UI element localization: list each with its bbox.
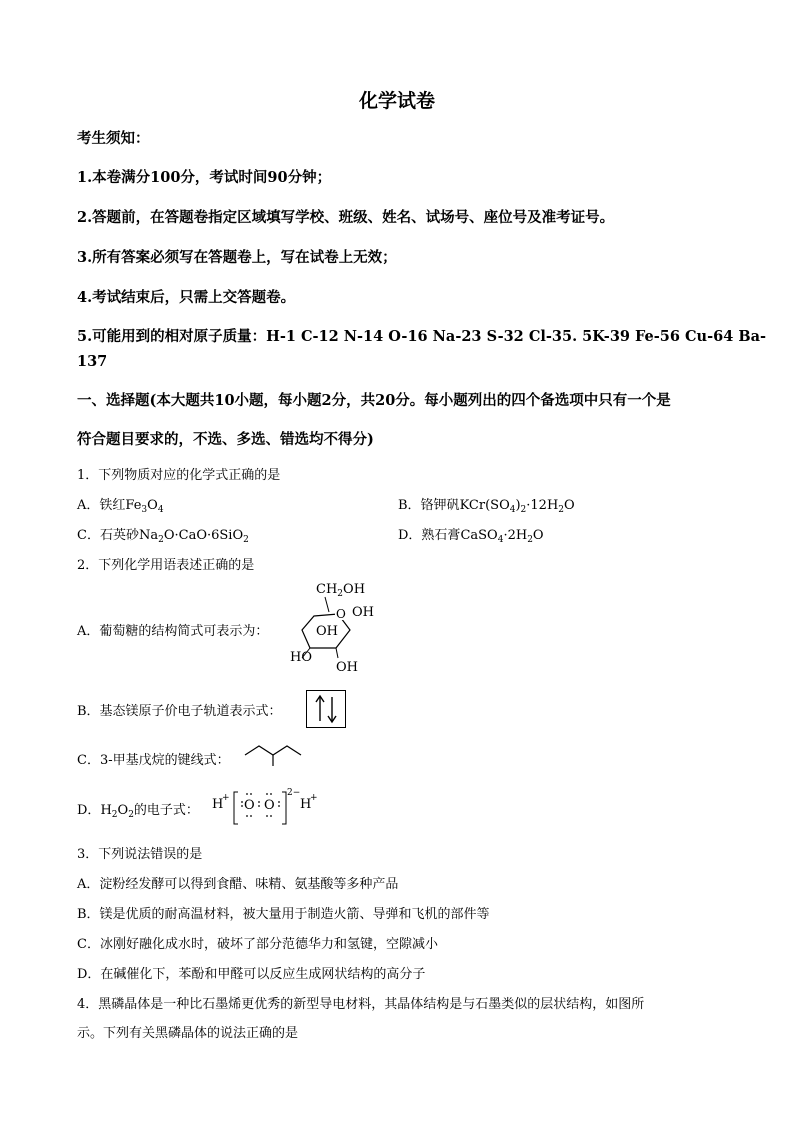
notice-item: 4.考试结束后，只需上交答题卷。 (77, 289, 296, 306)
section-heading: 符合题目要求的，不选、多选、错选均不得分) (77, 431, 374, 448)
svg-text:H: H (212, 797, 224, 812)
question-2-stem: 2．下列化学用语表述正确的是 (77, 558, 255, 573)
svg-text:O: O (244, 798, 255, 813)
question-4-stem-cont: 示。下列有关黑磷晶体的说法正确的是 (77, 1026, 299, 1041)
question-4-stem: 4．黑磷晶体是一种比石墨烯更优秀的新型导电材料，其晶体结构是与石墨类似的层状结构，如图所 (77, 997, 645, 1012)
notice-item: 1.本卷满分100分，考试时间90分钟； (77, 169, 332, 186)
notice-item: 137 (77, 353, 108, 370)
question-2-option-b: B．基态镁原子价电子轨道表示式： (77, 704, 282, 719)
question-3-option-b: B．镁是优质的耐高温材料，被大量用于制造火箭、导弹和飞机的部件等 (77, 907, 490, 922)
section-heading: 一、选择题(本大题共10小题，每小题2分，共20分。每小题列出的四个备选项中只有一个是 (77, 392, 671, 409)
question-1-option-c: C．石英砂$Na_2O\cdot CaO\cdot 6SiO_2$ (77, 528, 249, 545)
svg-text:HO: HO (290, 650, 312, 665)
skeletal-formula (243, 740, 303, 766)
question-2-option-c: C．3-甲基戊烷的键线式： (77, 753, 230, 768)
question-1-stem: 1．下列物质对应的化学式正确的是 (77, 468, 281, 483)
svg-text:+: + (222, 793, 230, 803)
svg-text:OH: OH (352, 605, 374, 620)
svg-text:OH: OH (316, 624, 338, 639)
question-1-option-b: B．铬钾矾$KCr(SO_4)_2\cdot 12H_2O$ (398, 498, 575, 515)
question-3-option-c: C．冰刚好融化成水时，破坏了部分范德华力和氢键，空隙减小 (77, 937, 438, 952)
svg-text:H: H (300, 797, 312, 812)
svg-text:CH2OH: $CH_2OH$ (316, 582, 366, 599)
spin-arrows-icon (307, 691, 345, 727)
question-3-option-a: A．淀粉经发酵可以得到食醋、味精、氨基酸等多种产品 (77, 877, 399, 892)
question-1-option-d: D．熟石膏$CaSO_4\cdot 2H_2O$ (398, 528, 544, 545)
svg-text:OH: OH (336, 660, 358, 675)
svg-text:O: O (336, 607, 346, 621)
question-2-option-a: A．葡萄糖的结构简式可表示为： (77, 624, 269, 639)
page-title: 化学试卷 (359, 90, 436, 112)
question-1-option-a: A．铁红$Fe_3O_4$ (77, 498, 164, 515)
question-3-stem: 3．下列说法错误的是 (77, 847, 203, 862)
svg-text:O: O (264, 798, 275, 813)
notice-item: 2.答题前，在答题卷指定区域填写学校、班级、姓名、试场号、座位号及准考证号。 (77, 209, 615, 226)
glucose-structure (280, 578, 390, 678)
question-2-option-d: D．$H_2O_2$的电子式： (77, 803, 199, 820)
orbital-box (306, 690, 346, 728)
notice-heading: 考生须知： (77, 130, 150, 147)
electron-formula (212, 786, 328, 828)
notice-item: 3.所有答案必须写在答题卷上，写在试卷上无效； (77, 249, 397, 266)
svg-text:2−: 2− (287, 788, 301, 798)
svg-text:+: + (310, 793, 318, 803)
question-3-option-d: D．在碱催化下，苯酚和甲醛可以反应生成网状结构的高分子 (77, 967, 426, 982)
notice-item: 5.可能用到的相对原子质量：H-1 C-12 N-14 O-16 Na-23 S-32 Cl-35. 5K-39 Fe-56 Cu-64 Ba- (77, 328, 767, 345)
